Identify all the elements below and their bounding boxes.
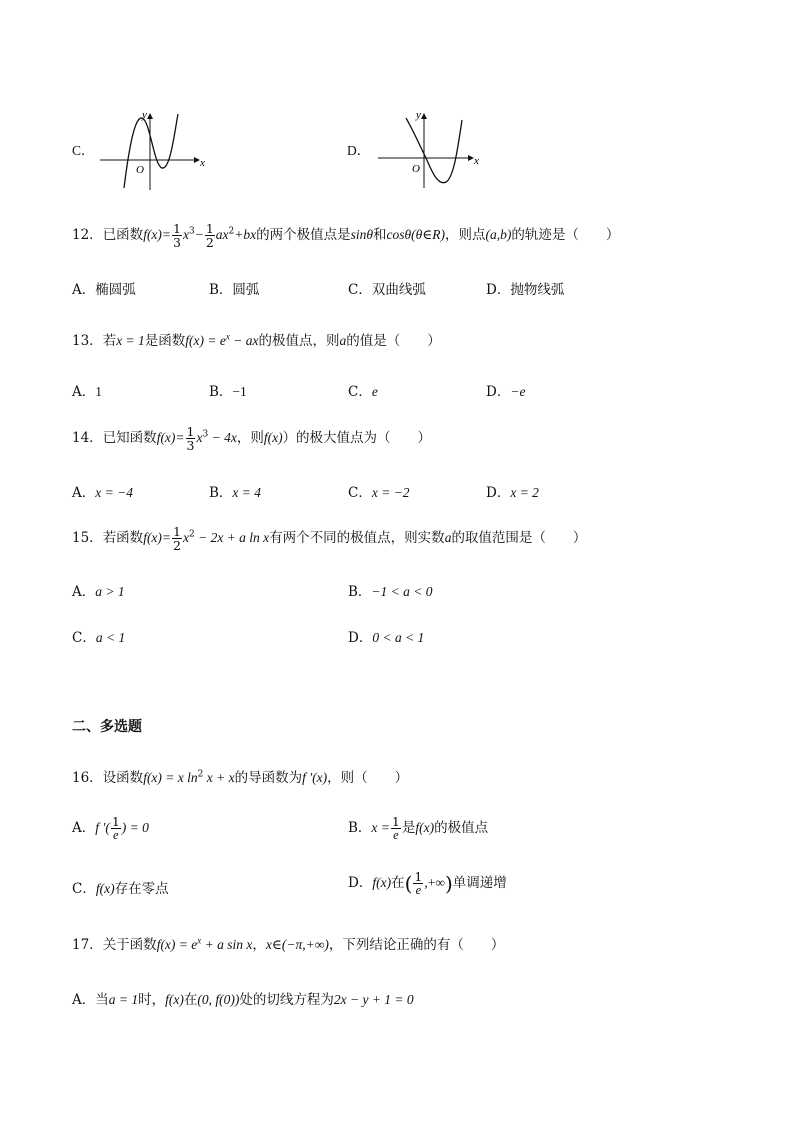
graph-option-d [372, 106, 484, 192]
q16-option-c[interactable]: C．f(x)存在零点 [72, 881, 169, 897]
q15-option-a[interactable]: A．a > 1 [72, 584, 125, 600]
q13-option-a[interactable]: A．1 [72, 384, 102, 400]
question-number: 16． [72, 770, 103, 786]
question-number: 12． [72, 227, 103, 243]
curve-c [124, 114, 178, 188]
question-number: 13． [72, 333, 103, 349]
fraction: $\frac{1}{e}$ [391, 814, 400, 842]
fraction: $\frac{1}{2}$ [205, 221, 214, 250]
fraction: $\frac{1}{3}$ [186, 424, 195, 453]
q16-option-b[interactable]: B．x = $\frac{1}{e}$ 是f(x)的极值点 [348, 814, 489, 842]
q12-option-d[interactable]: D．抛物线弧 [486, 282, 565, 298]
origin-label: O [412, 163, 420, 175]
y-axis-arrow [147, 113, 153, 119]
option-d-label: D． [347, 143, 371, 158]
q15-option-d[interactable]: D．0 < a < 1 [348, 630, 425, 646]
q13-option-c[interactable]: C．e [348, 384, 378, 400]
origin-label: O [136, 164, 144, 176]
q17-option-a[interactable]: A．当a = 1时，f(x)在(0, f(0))处的切线方程为2x − y + 1 = 0 [72, 992, 414, 1008]
q15-option-b[interactable]: B．−1 < a < 0 [348, 584, 433, 600]
question-number: 15． [72, 530, 103, 546]
fraction: $\frac{1}{3}$ [173, 221, 181, 250]
y-axis-arrow [421, 113, 427, 119]
x-axis-label: x [474, 155, 479, 167]
q14-option-d[interactable]: D．x = 2 [486, 485, 539, 501]
question-14: 14．已知函数f(x)= $\frac{1}{3}$ $x^3 - 4x$，则f(x)）的极大值点为（ ） [72, 424, 432, 453]
q14-option-b[interactable]: B．x = 4 [209, 485, 262, 501]
x-axis-label: x [200, 157, 205, 169]
fraction: $\frac{1}{2}$ [173, 524, 181, 553]
question-15: 15．若函数f(x)= $\frac{1}{2}$ $x^2 - 2x + a$ ln x有两个不同的极值点，则实数a的取值范围是（ ） [72, 524, 587, 553]
question-number: 14． [72, 430, 103, 446]
q12-option-a[interactable]: A．椭圆弧 [72, 282, 136, 298]
option-c-label: C． [72, 143, 95, 158]
section-title: 二、多选题 [72, 719, 142, 735]
question-16: 16．设函数f(x) = x $\ln^2 x + x$的导函数为f ′(x)，则（ ） [72, 769, 409, 786]
q13-option-d[interactable]: D．−e [486, 384, 526, 400]
question-13: 13．若x = 1是函数$f(x) = e^x$ − ax的极值点，则a的值是（ ） [72, 331, 441, 349]
q13-option-b[interactable]: B．−1 [209, 384, 247, 400]
q14-option-c[interactable]: C．x = −2 [348, 485, 410, 501]
question-12: 12．已函数f(x)= $\frac{1}{3}$ $x^3-$ $\frac{1}{2}$ $ax^2+bx$的两个极值点是sinθ和cosθ(θ∈R)，则点(a,b)的轨迹是（ ） [72, 221, 620, 250]
y-axis-label: y [416, 109, 421, 121]
question-number: 17． [72, 937, 103, 953]
q14-option-a[interactable]: A．x = −4 [72, 485, 133, 501]
q12-option-c[interactable]: C．双曲线弧 [348, 282, 426, 298]
q12-option-b[interactable]: B．圆弧 [209, 282, 260, 298]
fraction: $\frac{1}{e}$ [111, 814, 120, 842]
graph-option-c [96, 106, 208, 192]
q15-option-c[interactable]: C．a < 1 [72, 630, 126, 646]
y-axis-label: y [142, 109, 147, 121]
question-17: 17．关于函数$f(x) = e^x + a$ sin x，x∈(−π,+∞)，下列结论正确的有（ ） [72, 935, 505, 953]
q16-option-a[interactable]: A．f ′( $\frac{1}{e}$ ) = 0 [72, 814, 149, 842]
q16-option-d[interactable]: D．f(x)在( $\frac{1}{e}$ ,+∞)单调递增 [348, 869, 507, 897]
fraction: $\frac{1}{e}$ [414, 869, 423, 897]
